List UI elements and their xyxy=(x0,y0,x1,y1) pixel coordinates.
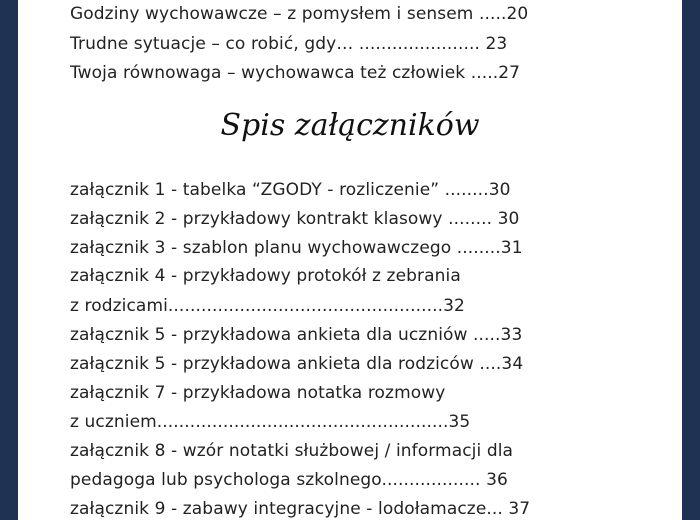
document-page xyxy=(18,0,682,520)
attachment-entry: załącznik 5 - przykładowa ankieta dla uczniów .....33 xyxy=(70,325,523,345)
attachment-entry: załącznik 8 - wzór notatki służbowej / informacji dla xyxy=(70,441,514,461)
toc-entry: Trudne sytuacje – co robić, gdy… ...................... 23 xyxy=(70,34,508,54)
attachments-heading: Spis załączników xyxy=(220,108,480,143)
attachment-entry: załącznik 9 - zabawy integracyjne - lodołamacze... 37 xyxy=(70,499,531,519)
attachment-entry: pedagoga lub psychologa szkolnego.................. 36 xyxy=(70,470,508,490)
attachment-entry: załącznik 4 - przykładowy protokół z zebrania xyxy=(70,266,461,286)
attachment-entry: załącznik 1 - tabelka “ZGODY - rozliczenie” ........30 xyxy=(70,180,511,200)
attachment-entry: z uczniem.....................................................35 xyxy=(70,412,471,432)
toc-entry: Godziny wychowawcze – z pomysłem i sensem .....20 xyxy=(70,4,529,24)
attachment-entry: załącznik 2 - przykładowy kontrakt klasowy ........ 30 xyxy=(70,209,520,229)
attachment-entry: załącznik 7 - przykładowa notatka rozmowy xyxy=(70,383,446,403)
toc-entry: Twoja równowaga – wychowawca też człowiek .....27 xyxy=(70,63,521,83)
attachment-entry: załącznik 5 - przykładowa ankieta dla rodziców ....34 xyxy=(70,354,524,374)
attachment-entry: z rodzicami..................................................32 xyxy=(70,296,465,316)
attachment-entry: załącznik 3 - szablon planu wychowawczego ........31 xyxy=(70,238,523,258)
